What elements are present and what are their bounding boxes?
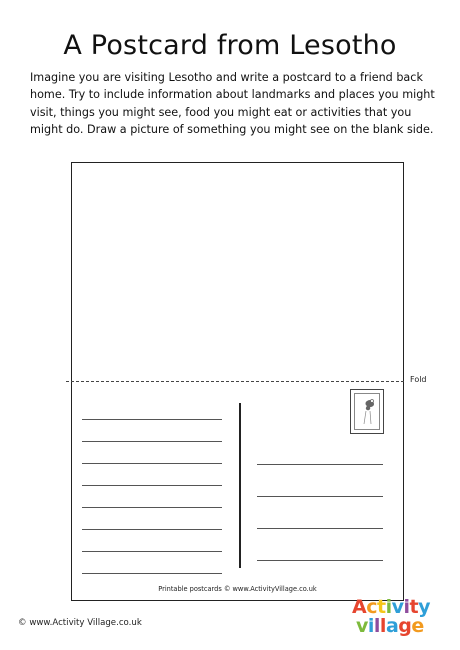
logo-letter: g xyxy=(398,615,412,637)
logo-letter: t xyxy=(409,596,419,618)
logo-line-2 xyxy=(356,617,424,636)
fold-line xyxy=(66,381,404,382)
address-line xyxy=(257,464,383,465)
fold-label: Fold xyxy=(410,375,427,384)
message-line xyxy=(82,573,222,574)
logo-letter: y xyxy=(418,596,430,618)
logo-letter: A xyxy=(352,596,367,618)
address-line xyxy=(257,496,383,497)
logo-letter: i xyxy=(385,596,392,618)
logo-letter: i xyxy=(403,596,410,618)
logo-letter: e xyxy=(411,615,424,637)
logo-letter: v xyxy=(391,596,404,618)
logo-letter: v xyxy=(356,615,368,637)
address-line xyxy=(257,528,383,529)
stamp-box xyxy=(350,389,384,434)
logo-letter: l xyxy=(373,615,380,637)
logo-letter: i xyxy=(367,615,374,637)
message-line xyxy=(82,507,222,508)
logo-letter: a xyxy=(385,615,399,637)
message-line xyxy=(82,419,222,420)
footer-credit: © www.Activity Village.co.uk xyxy=(18,618,142,628)
message-line xyxy=(82,463,222,464)
postcard-credit: Printable postcards © www.ActivityVillage.co.uk xyxy=(158,585,317,593)
page-title: A Postcard from Lesotho xyxy=(63,30,397,61)
stamp-placeholder-icon xyxy=(354,393,380,430)
message-line xyxy=(82,529,222,530)
postcard-divider xyxy=(239,403,241,568)
logo-letter: c xyxy=(366,596,377,618)
activity-village-logo xyxy=(352,598,444,640)
message-line xyxy=(82,485,222,486)
address-line xyxy=(257,560,383,561)
logo-letter: l xyxy=(379,615,386,637)
message-line xyxy=(82,441,222,442)
logo-letter: t xyxy=(376,596,386,618)
instructions-text: Imagine you are visiting Lesotho and write a postcard to a friend back home. Try to include information about landmarks and places you might visit, things you might see, food you might eat or activities that you might do. Draw a picture of something you might see on the blank side. xyxy=(30,71,435,137)
message-line xyxy=(82,551,222,552)
